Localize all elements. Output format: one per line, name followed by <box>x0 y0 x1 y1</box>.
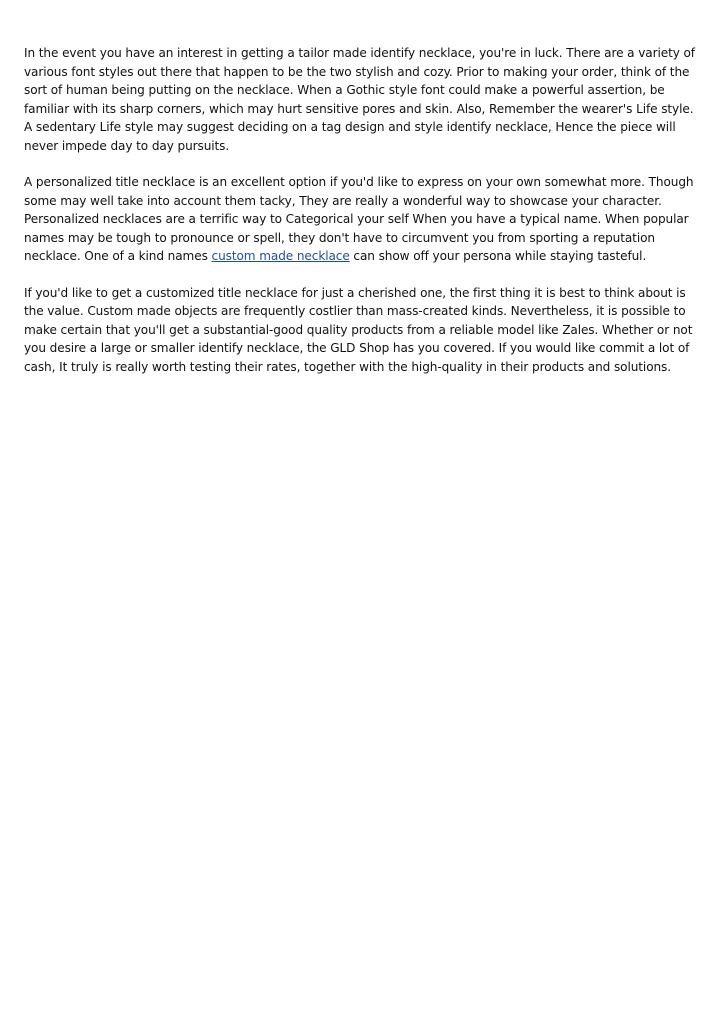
paragraph-1: In the event you have an interest in getting a tailor made identify necklace, you're in luck. There are a variety of various font styles out there that happen to be the two stylish and cozy. Prior to making your order, think of the sort of human being putting on the necklace. When a Gothic style font could make a powerful assertion, be familiar with its sharp corners, which may hurt sensitive pores and skin. Also, Remember the wearer's Life style. A sedentary Life style may suggest deciding on a tag design and style identify necklace, Hence the piece will never impede day to day pursuits. <box>24 46 695 153</box>
paragraph-2-text-after-link: can show off your persona while staying tasteful. <box>349 249 647 263</box>
paragraph-2-text-before-link: A personalized title necklace is an excellent option if you'd like to express on your own somewhat more. Though some may well take into account them tacky, They are really a wonderful way to showcase your character. Personalized necklaces are a terrific way to Categorical your self When you have a typical name. When popular names may be tough to pronounce or spell, they don't have to circumvent you from sporting a reputation necklace. One of a kind names <box>24 175 694 263</box>
document-page <box>24 44 700 394</box>
custom-made-necklace-link[interactable]: custom made necklace <box>211 249 350 263</box>
paragraph-2 <box>24 173 700 266</box>
paragraph-3: If you'd like to get a customized title necklace for just a cherished one, the first thing it is best to think about is the value. Custom made objects are frequently costlier than mass-created kinds. Nevertheless, it is possible to make certain that you'll get a substantial-good quality products from a reliable model like Zales. Whether or not you desire a large or smaller identify necklace, the GLD Shop has you covered. If you would like commit a lot of cash, It truly is really worth testing their rates, together with the high-quality in their products and solutions. <box>24 285 693 374</box>
